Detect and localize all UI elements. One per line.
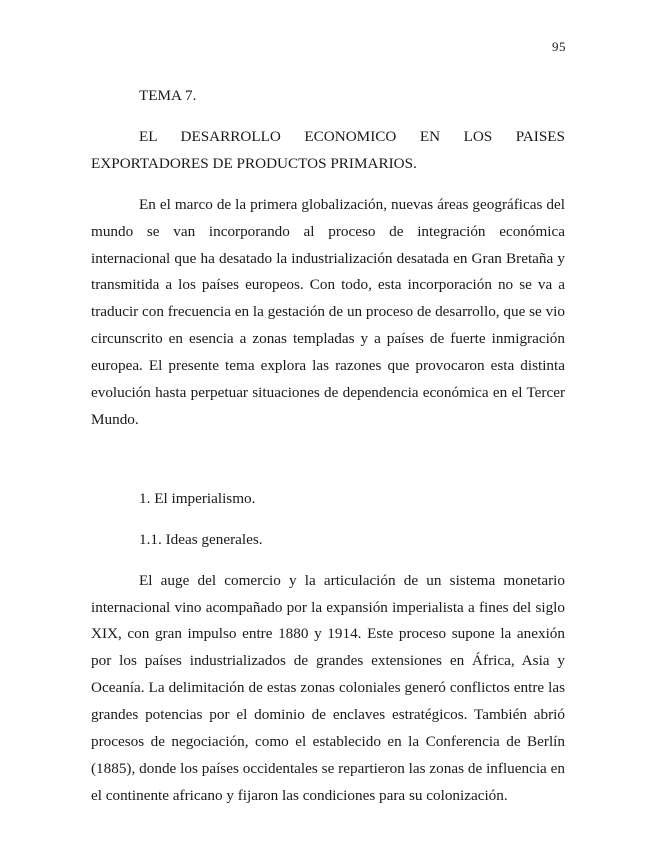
theme-label: TEMA 7. (139, 87, 197, 104)
subsection-heading-general-ideas: 1.1. Ideas generales. (139, 530, 263, 548)
section-heading-imperialism: 1. El imperialismo. (139, 489, 256, 507)
document-title (91, 124, 565, 178)
intro-paragraph: En el marco de la primera globalización, nuevas áreas geográficas del mundo se van incorporando al proceso de integración económica internacional que ha desatado la industrialización desatada en Gran Bretaña y transmitida a los países europeos. Con todo, esta incorporación no se va a traducir con frecuencia en la gestación de un proceso de desarrollo, que se vio circunscrito en esencia a zonas templadas y a países de fuerte inmigración europea. El presente tema explora las razones que provocaron esta distinta evolución hasta perpetuar situaciones de dependencia económica en el Tercer Mundo. (91, 195, 565, 428)
section-spacer (91, 434, 565, 486)
page-content (91, 83, 565, 810)
general-ideas-paragraph: El auge del comercio y la articulación de un sistema monetario internacional vino acompañado por la expansión imperialista a fines del siglo XIX, con gran impulso entre 1880 y 1914. Este proceso supone la anexión por los países industrializados de grandes extensiones en África, Asia y Oceanía. La delimitación de estas zonas coloniales generó conflictos entre las grandes potencias por el dominio de enclaves estratégicos. También abrió procesos de negociación, como el establecido en la Conferencia de Berlín (1885), donde los países occidentales se repartieron las zonas de influencia en el continente africano y fijaron las condiciones para su colonización. (91, 571, 565, 804)
document-title-line-2: EXPORTADORES DE PRODUCTOS PRIMARIOS. (91, 154, 417, 172)
page-number: 95 (552, 39, 566, 54)
document-title-line-1: EL DESARROLLO ECONOMICO EN LOS PAISES (139, 127, 565, 145)
